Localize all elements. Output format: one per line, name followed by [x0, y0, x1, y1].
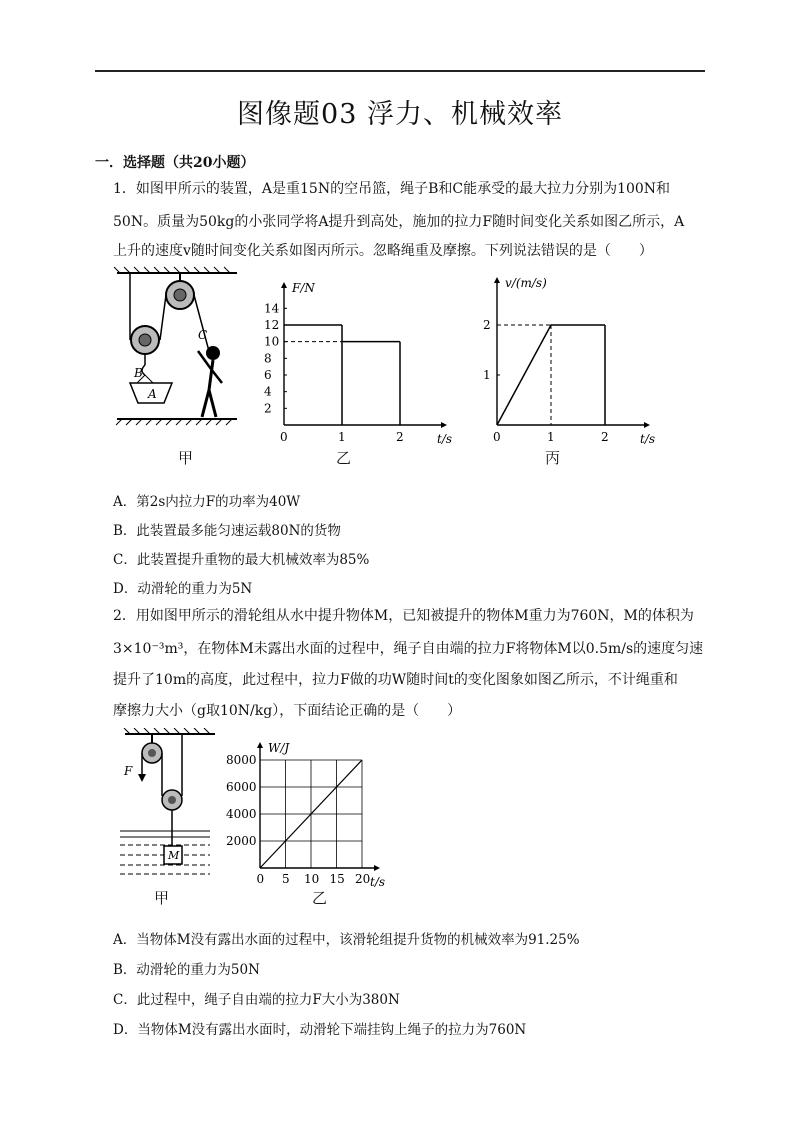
q2-caption-yi: 乙	[312, 889, 328, 907]
y-tick-label: 4	[264, 384, 272, 399]
q2-caption-jia: 甲	[154, 889, 170, 907]
q1-option-b[interactable]: B．此装置最多能匀速运载80N的货物	[113, 523, 341, 539]
q1-caption-bing: 丙	[545, 449, 561, 467]
y-tick-label: 6	[264, 368, 272, 382]
x-axis-label: t/s	[640, 432, 656, 445]
top-rule	[95, 70, 705, 72]
label-F: F	[124, 764, 133, 778]
q1-caption-yi: 乙	[336, 449, 352, 467]
q1-line-1: 1．如图甲所示的装置，A是重15N的空吊篮，绳子B和C能承受的最大拉力分别为100N和	[113, 181, 671, 197]
y-tick-label: 2000	[226, 834, 257, 848]
y-tick-label: 2	[483, 318, 491, 332]
x-tick-label: 1	[547, 430, 555, 444]
q2-option-d[interactable]: D．当物体M没有露出水面时，动滑轮下端挂钩上绳子的拉力为760N	[113, 1022, 527, 1038]
q1-line-3: 上升的速度v随时间变化关系如图丙所示。忽略绳重及摩擦。下列说法错误的是（ ）	[113, 243, 653, 259]
y-tick-label: 8000	[226, 753, 257, 767]
q2-line-1: 2．用如图甲所示的滑轮组从水中提升物体M，已知被提升的物体M重力为760N，M的体积为	[113, 608, 694, 624]
x-tick-label: 15	[329, 872, 345, 886]
q2-option-b[interactable]: B．动滑轮的重力为50N	[113, 962, 260, 978]
q1-figure-pulley	[112, 265, 242, 435]
x-tick-label: 20	[355, 872, 371, 886]
x-tick-label: 0	[493, 430, 501, 444]
y-axis-label: v/(m/s)	[505, 276, 547, 290]
q2-line-4: 摩擦力大小（g取10N/kg），下面结论正确的是（ ）	[113, 703, 462, 719]
q1-caption-jia: 甲	[178, 449, 194, 467]
y-tick-label: 12	[264, 318, 280, 332]
q1-option-d[interactable]: D．动滑轮的重力为5N	[113, 581, 253, 597]
x-tick-label: 1	[338, 430, 346, 444]
q1-option-a[interactable]: A．第2s内拉力F的功率为40W	[113, 494, 301, 510]
section-heading: 一．选择题（共20小题）	[95, 155, 255, 171]
y-axis-arrow	[257, 742, 263, 748]
label-A: A	[148, 387, 157, 401]
y-tick-label: 10	[264, 334, 280, 349]
label-B: B	[134, 366, 143, 380]
y-tick-label: 8	[264, 351, 272, 366]
chart-work-time	[222, 728, 407, 888]
q2-line-3: 提升了10m的高度，此过程中，拉力F做的功W随时间t的变化图象如图乙所示，不计绳重和	[113, 672, 678, 688]
x-tick-label: 0	[256, 872, 265, 886]
chart-velocity-time	[475, 275, 665, 445]
x-axis-arrow	[441, 422, 447, 428]
y-tick-label: 1	[483, 368, 491, 382]
x-tick-label: 10	[304, 872, 320, 886]
q2-option-c[interactable]: C．此过程中，绳子自由端的拉力F大小为380N	[113, 992, 400, 1008]
x-axis-arrow	[374, 865, 380, 871]
x-tick-label: 0	[280, 430, 288, 444]
y-tick-label: 2	[264, 401, 272, 416]
x-tick-label: 2	[601, 430, 609, 444]
q1-option-c[interactable]: C．此装置提升重物的最大机械效率为85%	[113, 552, 370, 568]
q2-line-2: 3×10⁻³m³，在物体M未露出水面的过程中，绳子自由端的拉力F将物体M以0.5m/s的速度匀速	[113, 641, 704, 657]
y-axis-label: F/N	[292, 281, 315, 295]
label-M: M	[168, 849, 180, 862]
y-axis-arrow	[494, 277, 500, 283]
x-axis-label: t/s	[370, 875, 386, 888]
q1-line-2: 50N。质量为50kg的小张同学将A提升到高处，施加的拉力F随时间变化关系如图乙所示，A	[113, 214, 685, 230]
x-axis-label: t/s	[437, 432, 453, 445]
page-title: 图像题03 浮力、机械效率	[237, 99, 563, 130]
chart-force-time	[258, 275, 473, 445]
y-tick-label: 6000	[226, 780, 257, 794]
q2-figure-pulley-water	[120, 728, 220, 883]
y-axis-arrow	[281, 282, 287, 288]
label-C: C	[198, 328, 208, 342]
q2-option-a[interactable]: A．当物体M没有露出水面的过程中，该滑轮组提升货物的机械效率为91.25%	[113, 932, 580, 948]
y-tick-label: 4000	[226, 807, 257, 821]
x-tick-label: 2	[396, 430, 404, 444]
y-axis-label: W/J	[268, 741, 290, 755]
x-axis-arrow	[644, 422, 650, 428]
x-tick-label: 5	[282, 872, 290, 886]
y-tick-label: 14	[264, 301, 280, 316]
